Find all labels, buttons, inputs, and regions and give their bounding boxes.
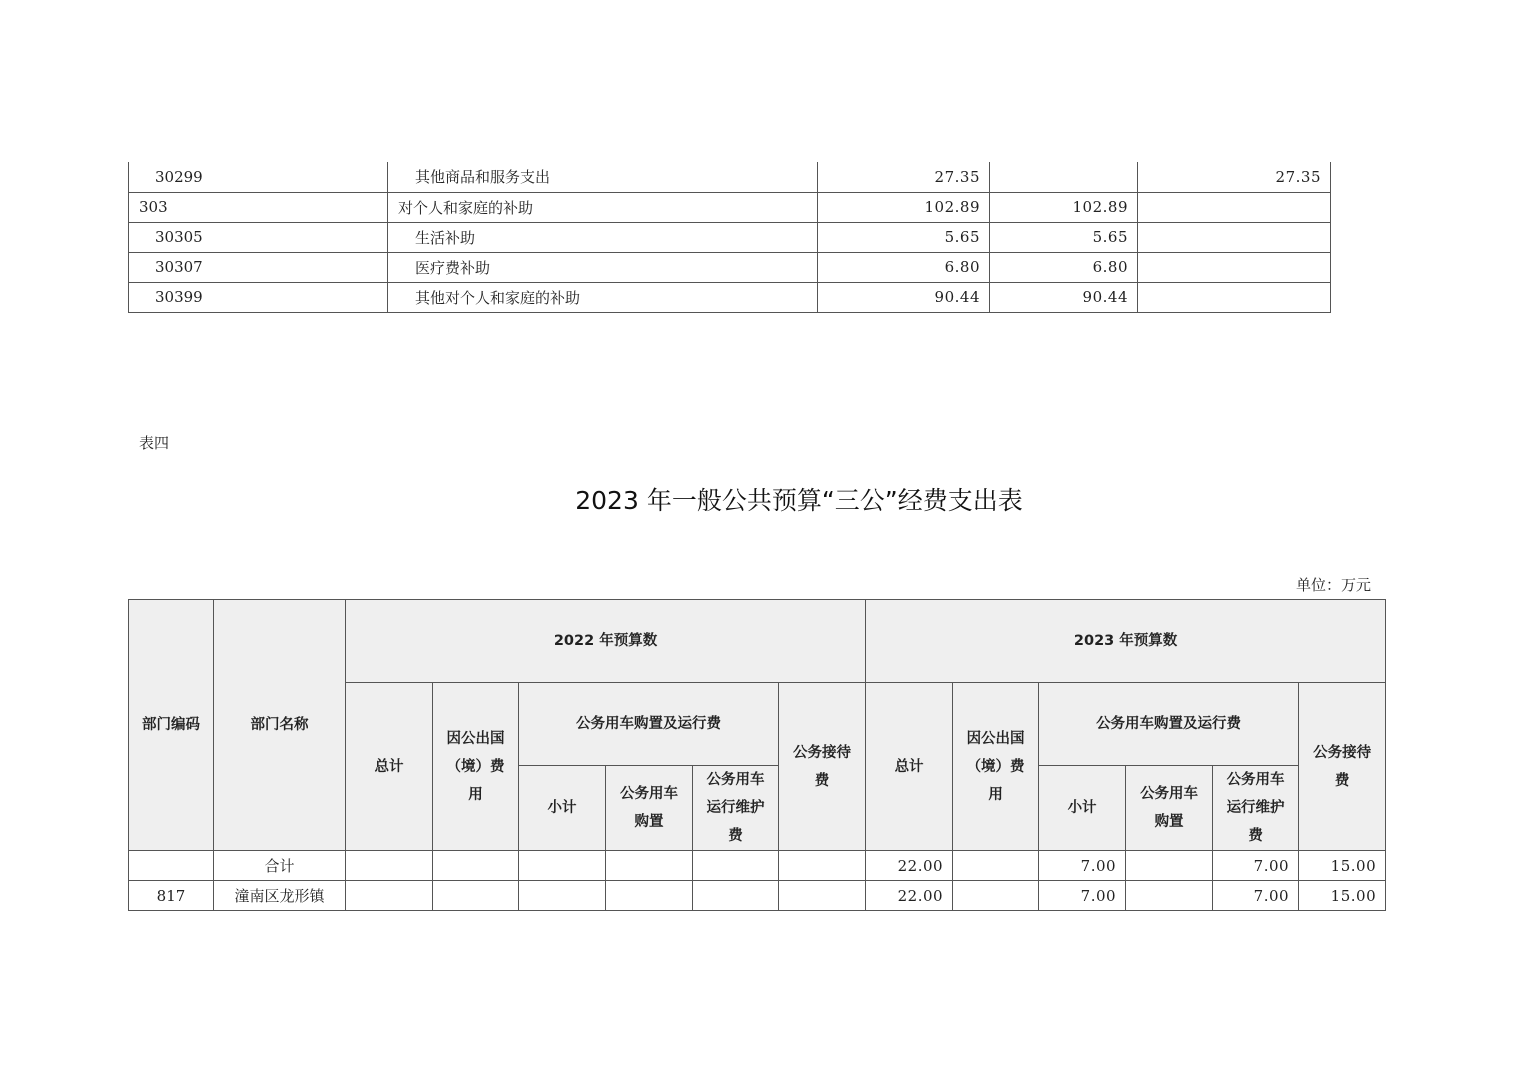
y2023-reception-cell: 15.00: [1299, 851, 1386, 881]
y2022-vehicle-purchase-cell: [606, 881, 693, 911]
y2022-vehicle-subtotal-cell: [519, 881, 606, 911]
y2023-vehicle-subtotal-cell: 7.00: [1039, 851, 1126, 881]
y2022-vehicle-maintenance-cell: [693, 881, 779, 911]
header-dept-code: 部门编码: [129, 600, 214, 851]
dept-code-cell: 817: [129, 881, 214, 911]
account-name: 对个人和家庭的补助: [388, 192, 818, 222]
expense-row: [129, 162, 1331, 192]
account-code: 30305: [129, 222, 388, 252]
header-dept-name: 部门名称: [214, 600, 346, 851]
account-name: 其他对个人和家庭的补助: [388, 282, 818, 312]
account-code: 30299: [129, 162, 388, 192]
header-budget-2022: 2022 年预算数: [346, 600, 866, 683]
y2023-vehicle-purchase-cell: [1126, 881, 1213, 911]
personnel-amount: 6.80: [990, 252, 1138, 282]
public-amount: 27.35: [1138, 162, 1331, 192]
personnel-amount: 90.44: [990, 282, 1138, 312]
account-code: 30399: [129, 282, 388, 312]
y2022-vehicle-subtotal-cell: [519, 851, 606, 881]
header-2022-vehicle-purchase: 公务用车购置: [606, 766, 693, 851]
table-row: [129, 851, 1386, 881]
y2022-abroad-cell: [433, 851, 519, 881]
public-amount: [1138, 192, 1331, 222]
header-2022-subtotal: 小计: [519, 766, 606, 851]
public-amount: [1138, 222, 1331, 252]
header-2023-vehicle-purchase: 公务用车购置: [1126, 766, 1213, 851]
y2023-total-cell: 22.00: [866, 851, 953, 881]
header-2022-reception: 公务接待费: [779, 683, 866, 851]
header-2023-vehicle-maintenance: 公务用车运行维护费: [1213, 766, 1299, 851]
header-2023-total: 总计: [866, 683, 953, 851]
account-name: 生活补助: [388, 222, 818, 252]
total-amount: 6.80: [818, 252, 990, 282]
header-2023-reception: 公务接待费: [1299, 683, 1386, 851]
y2022-total-cell: [346, 881, 433, 911]
expense-row: [129, 192, 1331, 222]
expense-row: [129, 222, 1331, 252]
header-2023-vehicle: 公务用车购置及运行费: [1039, 683, 1299, 766]
account-code: 30307: [129, 252, 388, 282]
dept-name-cell: 合计: [214, 851, 346, 881]
header-2022-abroad: 因公出国（境）费用: [433, 683, 519, 851]
account-code: 303: [129, 192, 388, 222]
table-row: [129, 881, 1386, 911]
header-2023-subtotal: 小计: [1039, 766, 1126, 851]
y2022-vehicle-purchase-cell: [606, 851, 693, 881]
y2023-abroad-cell: [953, 881, 1039, 911]
total-amount: 102.89: [818, 192, 990, 222]
header-2022-total: 总计: [346, 683, 433, 851]
account-name: 其他商品和服务支出: [388, 162, 818, 192]
y2023-abroad-cell: [953, 851, 1039, 881]
total-amount: 27.35: [818, 162, 990, 192]
y2022-vehicle-maintenance-cell: [693, 851, 779, 881]
header-2023-abroad: 因公出国（境）费用: [953, 683, 1039, 851]
header-budget-2023: 2023 年预算数: [866, 600, 1386, 683]
personnel-amount: [990, 162, 1138, 192]
public-amount: [1138, 282, 1331, 312]
y2023-vehicle-maintenance-cell: 7.00: [1213, 881, 1299, 911]
expense-row: [129, 282, 1331, 312]
y2023-total-cell: 22.00: [866, 881, 953, 911]
public-amount: [1138, 252, 1331, 282]
account-name: 医疗费补助: [388, 252, 818, 282]
personnel-amount: 5.65: [990, 222, 1138, 252]
y2022-reception-cell: [779, 851, 866, 881]
personnel-amount: 102.89: [990, 192, 1138, 222]
y2022-abroad-cell: [433, 881, 519, 911]
y2022-reception-cell: [779, 881, 866, 911]
expense-row: [129, 252, 1331, 282]
total-amount: 90.44: [818, 282, 990, 312]
header-2022-vehicle-maintenance: 公务用车运行维护费: [693, 766, 779, 851]
table-header: [129, 600, 1386, 851]
table-label: 表四: [139, 434, 170, 452]
expense-detail-table: [128, 162, 1331, 313]
three-public-expense-table: [128, 599, 1386, 911]
expense-detail-body: [129, 162, 1331, 312]
header-2022-vehicle: 公务用车购置及运行费: [519, 683, 779, 766]
y2023-vehicle-maintenance-cell: 7.00: [1213, 851, 1299, 881]
y2023-vehicle-subtotal-cell: 7.00: [1039, 881, 1126, 911]
y2023-reception-cell: 15.00: [1299, 881, 1386, 911]
table-body: [129, 851, 1386, 911]
total-amount: 5.65: [818, 222, 990, 252]
unit-label: 单位：万元: [1296, 576, 1372, 594]
y2022-total-cell: [346, 851, 433, 881]
dept-name-cell: 潼南区龙形镇: [214, 881, 346, 911]
dept-code-cell: [129, 851, 214, 881]
page-title: 2023 年一般公共预算“三公”经费支出表: [575, 486, 1023, 515]
y2023-vehicle-purchase-cell: [1126, 851, 1213, 881]
